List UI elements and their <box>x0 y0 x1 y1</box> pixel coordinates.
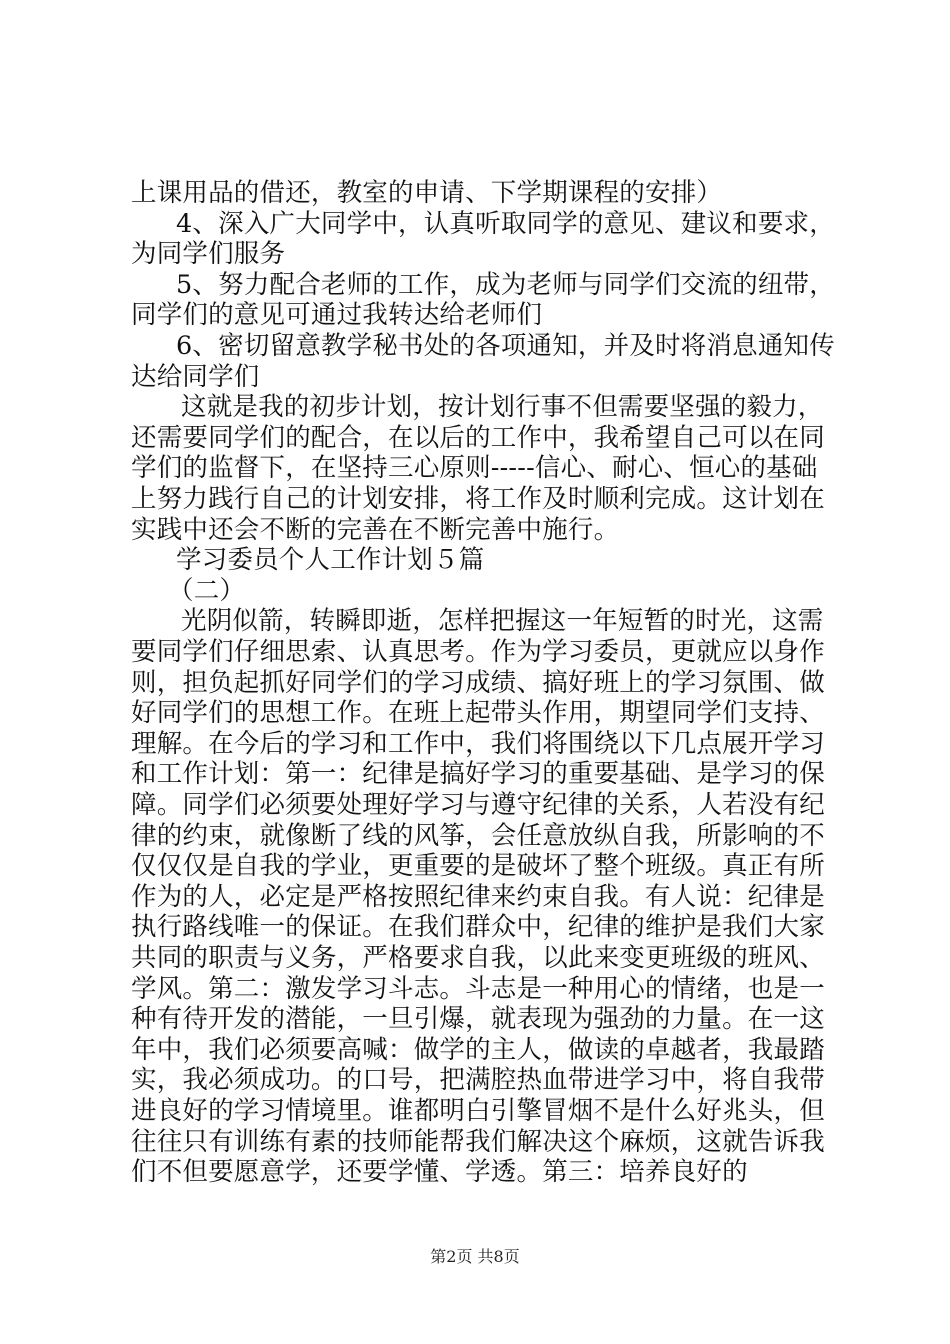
text-line: 上努力践行自己的计划安排，将工作及时顺利完成。这计划在 <box>131 484 825 514</box>
text-line: 共同的职责与义务，严格要求自我，以此来变更班级的班风、 <box>131 943 825 973</box>
text-line: 往往只有训练有素的技师能帮我们解决这个麻烦，这就告诉我 <box>131 1126 825 1157</box>
text-line: 这就是我的初步计划，按计划行事不但需要坚强的毅力， <box>181 392 824 423</box>
text-line: 达给同学们 <box>131 361 260 392</box>
text-line: 们不但要愿意学，还要学懂、学透。第三：培养良好的 <box>131 1157 748 1188</box>
text-line: 好同学们的思想工作。在班上起带头作用，期望同学们支持、 <box>131 698 825 729</box>
text-line: 和工作计划：第一：纪律是搞好学习的重要基础、是学习的保 <box>131 759 825 790</box>
section-number: （二） <box>168 575 246 606</box>
text-line: 光阴似箭，转瞬即逝，怎样把握这一年短暂的时光，这需 <box>181 606 824 637</box>
text-line: 种有待开发的潜能，一旦引爆，就表现为强劲的力量。在一这 <box>131 1004 825 1035</box>
section-title: 学习委员个人工作计划５篇 <box>176 545 485 576</box>
text-line: 年中，我们必须要高喊：做学的主人，做读的卓越者，我最踏 <box>131 1034 825 1065</box>
page-number-footer: 第2页 共8页 <box>430 1247 520 1266</box>
text-line: 要同学们仔细思索、认真思考。作为学习委员，更就应以身作 <box>131 637 825 667</box>
text-line: 仅仅仅是自我的学业，更重要的是破坏了整个班级。真正有所 <box>131 851 825 882</box>
text-line: 为同学们服务 <box>131 239 286 270</box>
text-line: 4、深入广大同学中，认真听取同学的意见、建议和要求， <box>176 208 835 239</box>
text-line: 执行路线唯一的保证。在我们群众中，纪律的维护是我们大家 <box>131 912 825 943</box>
text-line: 5、努力配合老师的工作，成为老师与同学们交流的纽带， <box>176 269 835 300</box>
text-line: 理解。在今后的学习和工作中，我们将围绕以下几点展开学习 <box>131 728 825 759</box>
text-line: 同学们的意见可通过我转达给老师们 <box>131 300 543 331</box>
text-line: 上课用品的借还，教室的申请、下学期课程的安排） <box>131 178 723 208</box>
text-line: 学风。第二：激发学习斗志。斗志是一种用心的情绪，也是一 <box>131 973 825 1004</box>
text-line: 学们的监督下，在坚持三心原则-----信心、耐心、恒心的基础 <box>131 453 818 484</box>
text-line: 作为的人，必定是严格按照纪律来约束自我。有人说：纪律是 <box>131 881 825 912</box>
text-line: 实践中还会不断的完善在不断完善中施行。 <box>131 514 620 545</box>
text-line: 6、密切留意教学秘书处的各项通知，并及时将消息通知传 <box>176 331 835 361</box>
text-line: 实，我必须成功。的口号，把满腔热血带进学习中，将自我带 <box>131 1065 825 1096</box>
text-line: 障。同学们必须要处理好学习与遵守纪律的关系，人若没有纪 <box>131 790 825 820</box>
text-line: 律的约束，就像断了线的风筝，会任意放纵自我，所影响的不 <box>131 820 825 851</box>
text-line: 则，担负起抓好同学们的学习成绩、搞好班上的学习氛围、做 <box>131 667 825 698</box>
text-line: 进良好的学习情境里。谁都明白引擎冒烟不是什么好兆头，但 <box>131 1096 825 1126</box>
text-line: 还需要同学们的配合，在以后的工作中，我希望自己可以在同 <box>131 422 825 453</box>
